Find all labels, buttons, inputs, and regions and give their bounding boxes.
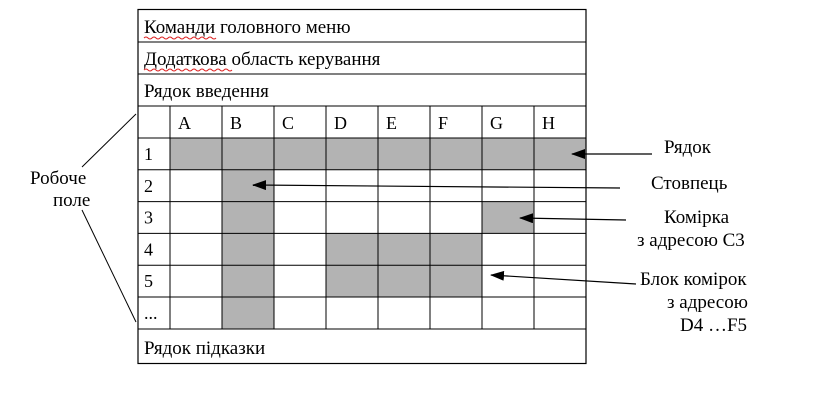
highlighted-cell-E5 [378, 265, 430, 297]
highlighted-cell-E1 [378, 138, 430, 170]
highlighted-cell-B4 [222, 233, 274, 265]
column-header-E: E [386, 113, 397, 133]
highlighted-cell-F1 [430, 138, 482, 170]
highlighted-cell-C1 [274, 138, 326, 170]
work-area-label-line2: поле [53, 190, 91, 211]
extra-controls-bar: Додаткова область керування [144, 49, 381, 70]
work-area-label-line1: Робоче [30, 168, 87, 189]
row-label: Рядок [664, 137, 711, 158]
column-header-A: A [178, 113, 191, 133]
highlighted-cell-G1 [482, 138, 534, 170]
highlighted-cell-F5 [430, 265, 482, 297]
row-header-5: 5 [144, 271, 153, 292]
row-header-4: 4 [144, 239, 153, 260]
highlighted-cell-B3 [222, 202, 274, 234]
block-label-line2: з адресою [667, 292, 748, 313]
highlighted-cell-A1 [170, 138, 222, 170]
highlighted-cell-D4 [326, 233, 378, 265]
block-arrow [491, 275, 636, 284]
hint-row-bar: Рядок підказки [144, 338, 266, 359]
input-row-bar: Рядок введення [144, 81, 269, 102]
main-menu-bar: Команди головного меню [144, 17, 351, 38]
column-header-G: G [490, 113, 503, 133]
highlighted-cell-G3 [482, 202, 534, 234]
highlighted-cell-F4 [430, 233, 482, 265]
highlighted-cell-E4 [378, 233, 430, 265]
column-header-F: F [438, 113, 449, 133]
column-header-B: B [230, 113, 243, 133]
highlighted-cell-B1 [222, 138, 274, 170]
work-area-pointer-top [82, 114, 136, 167]
column-arrow [253, 185, 620, 188]
row-header-1: 1 [144, 144, 153, 164]
row-header-3: 3 [144, 207, 153, 228]
work-area-pointer-bottom [82, 210, 136, 322]
column-label: Стовпець [651, 173, 728, 194]
cell-label-line1: Комірка [664, 207, 730, 228]
cell-arrow [520, 218, 626, 220]
column-header-D: D [334, 113, 347, 133]
row-header-2: 2 [144, 175, 153, 196]
highlighted-cell-D1 [326, 138, 378, 170]
highlighted-cell-D5 [326, 265, 378, 297]
highlighted-cell-B5 [222, 265, 274, 297]
column-header-C: C [282, 113, 295, 133]
block-label-line3: D4 …F5 [680, 315, 748, 336]
column-header-H: H [542, 113, 555, 133]
column-headers [178, 113, 555, 133]
block-label-line1: Блок комірок [640, 269, 747, 290]
cell-label-line2: з адресою С3 [637, 230, 745, 251]
row-header-more: ... [144, 303, 158, 323]
highlighted-cell-B... [222, 297, 274, 329]
